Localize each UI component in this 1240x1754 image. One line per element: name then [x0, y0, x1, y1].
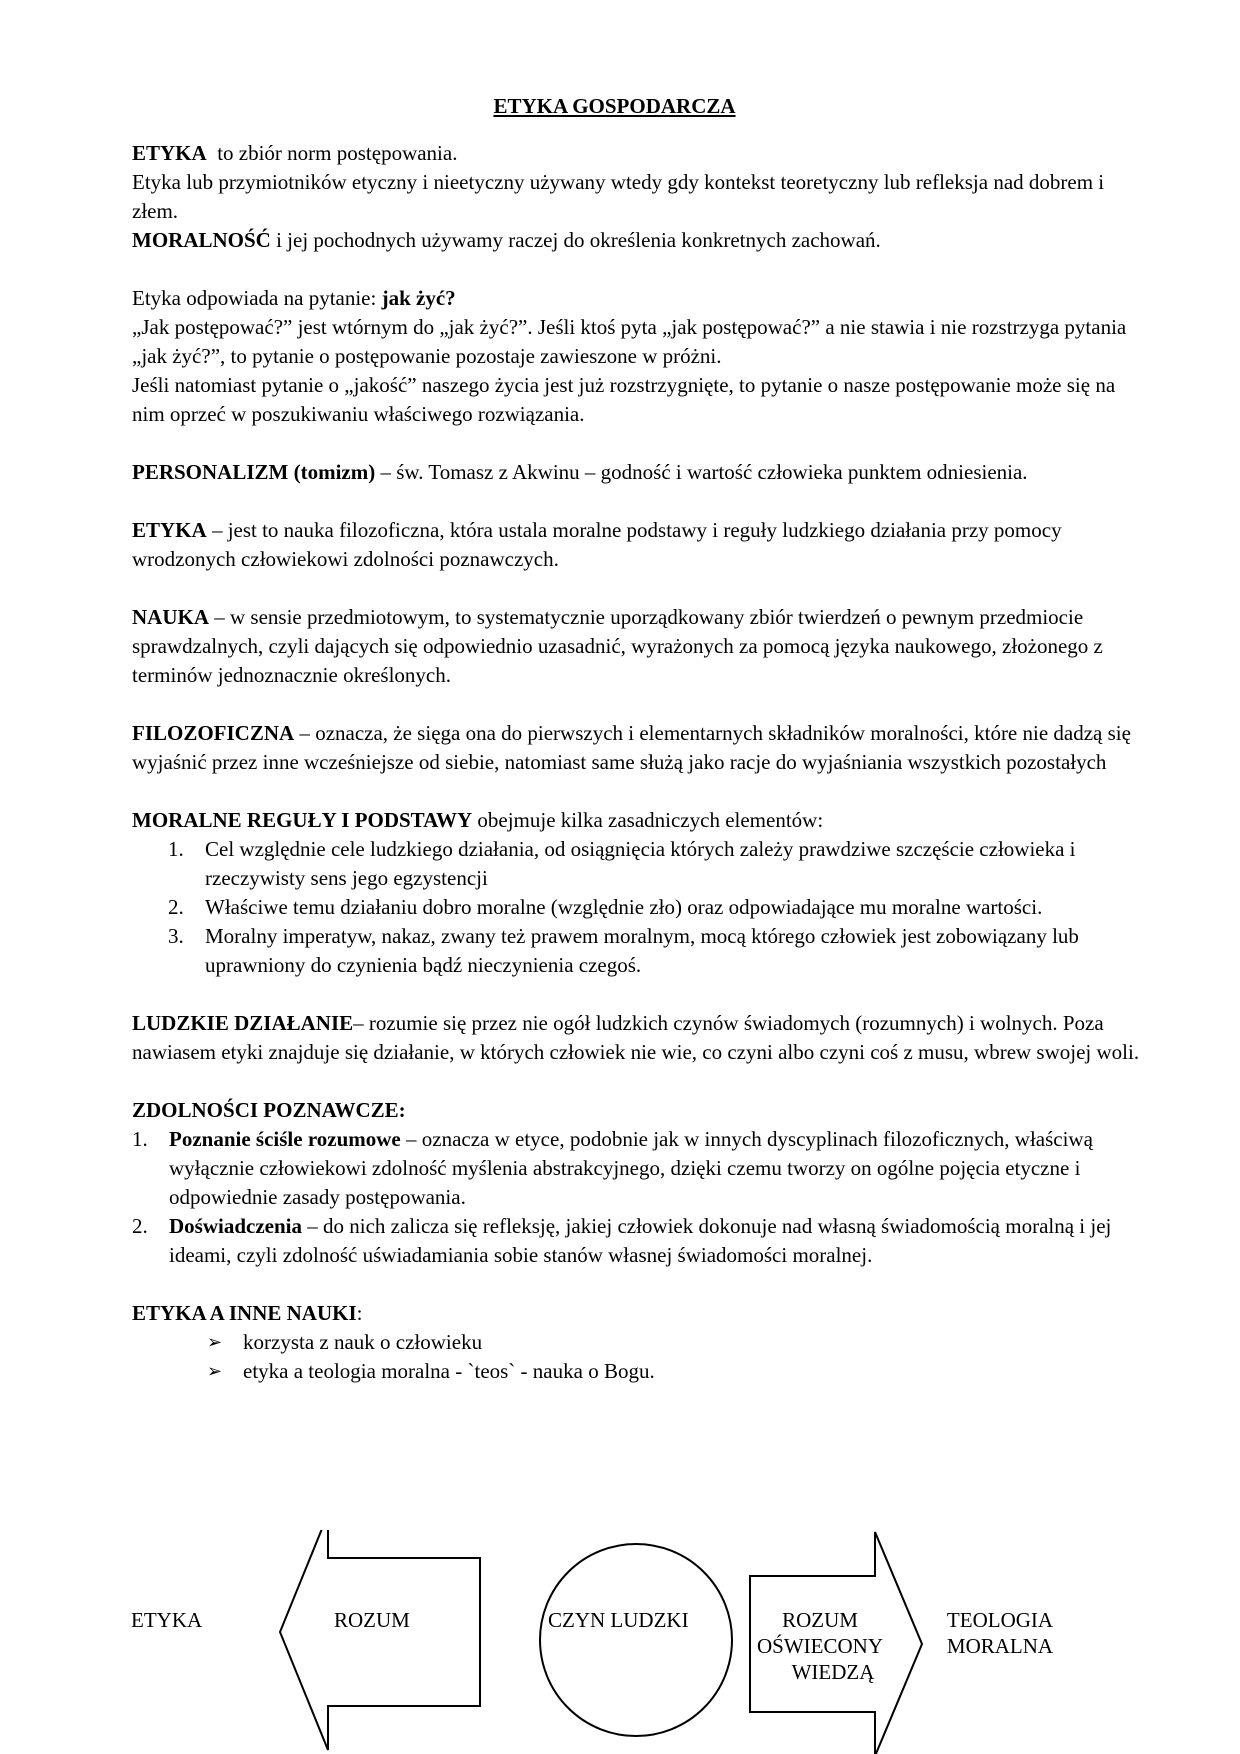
inne-nauki-heading: ETYKA A INNE NAUKI:	[132, 1301, 363, 1325]
list-item: ➢ korzysta z nauk o człowieku	[132, 1328, 1152, 1357]
left-arrow-label: ROZUM	[334, 1608, 410, 1632]
intro-definition: ETYKA to zbiór norm postępowania.	[132, 141, 458, 165]
page-title: ETYKA GOSPODARCZA	[493, 94, 736, 118]
question-line: Etyka odpowiada na pytanie: jak żyć?	[132, 286, 456, 310]
question-paragraph-2: Jeśli natomiast pytanie o „jakość” naszego życia jest już rozstrzygnięte, to pytanie o nasze postępowanie może się na nim oprzeć w poszukiwaniu właściwego rozwiązania.	[132, 373, 1116, 426]
zdolnosci-heading: ZDOLNOŚCI POZNAWCZE:	[132, 1098, 406, 1122]
reguly-heading: MORALNE REGUŁY I PODSTAWY obejmuje kilka zasadniczych elementów:	[132, 808, 824, 832]
term-personalizm: PERSONALIZM (tomizm)	[132, 460, 376, 484]
zdolnosci-list	[132, 1125, 1152, 1270]
nauka-definition: NAUKA – w sensie przedmiotowym, to systematycznie uporządkowany zbiór twierdzeń o pewnym przedmiocie sprawdzalnych, czyli dających się odpowiednio uzasadnić, wyrażonych za pomocą języka naukowego, złożonego z terminów jednoznacznie określonych.	[132, 605, 1103, 687]
term-moralnosc: MORALNOŚĆ	[132, 228, 271, 252]
list-item: 3. Moralny imperatyw, nakaz, zwany też prawem moralnym, mocą którego człowiek jest zobowiązany lub uprawniony do czynienia bądź nieczynienia czegoś.	[168, 924, 1079, 977]
question-paragraph-1: „Jak postępować?” jest wtórnym do „jak żyć?”. Jeśli ktoś pyta „jak postępować?” a nie stawia i nie rozstrzyga pytania „jak żyć?”, to pytanie o postępowanie pozostaje zawieszone w próżni.	[132, 315, 1127, 368]
list-item: 2. Właściwe temu działaniu dobro moralne (względnie zło) oraz odpowiadające mu moralne wartości.	[168, 895, 1043, 919]
term-filozoficzna: FILOZOFICZNA	[132, 721, 295, 745]
intro-line: Etyka lub przymiotników etyczny i nieetyczny używany wtedy gdy kontekst teoretyczny lub refleksja nad dobrem i złem.	[132, 170, 1105, 223]
arrow-bullet-icon: ➢	[207, 1332, 223, 1352]
diagram-label-teologia: TEOLOGIA MORALNA	[946, 1608, 1054, 1658]
list-item: 1. Cel względnie cele ludzkiego działania, od osiągnięcia których zależy prawdziwe szczęście człowieka i rzeczywisty sens jego egzystencji	[168, 837, 1076, 890]
reguly-list	[132, 835, 1152, 980]
dzialanie-definition: LUDZKIE DZIAŁANIE– rozumie się przez nie ogół ludzkich czynów świadomych (rozumnych) i wolnych. Poza nawiasem etyki znajduje się działanie, w których człowiek nie wie, co czyni albo czyni coś z musu, wbrew swojej woli.	[132, 1011, 1140, 1064]
term-dzialanie: LUDZKIE DZIAŁANIE	[132, 1011, 354, 1035]
personalizm-definition: PERSONALIZM (tomizm) – św. Tomasz z Akwinu – godność i wartość człowieka punktem odniesienia.	[132, 460, 1028, 484]
list-item: ➢ etyka a teologia moralna - `teos` - nauka o Bogu.	[132, 1357, 1152, 1386]
term-nauka: NAUKA	[132, 605, 209, 629]
diagram	[0, 1530, 1240, 1754]
list-item: 2. Doświadczenia – do nich zalicza się refleksję, jakiej człowiek dokonuje nad własną świadomością moralną i jej ideami, czyli zdolność uświadamiania sobie stanów własnej świadomości moralnej.	[132, 1214, 1112, 1267]
term-etyka: ETYKA	[132, 141, 207, 165]
inne-nauki-list	[132, 1328, 1152, 1386]
circle-label: CZYN LUDZKI	[548, 1608, 689, 1632]
arrow-bullet-icon: ➢	[207, 1361, 223, 1381]
term-etyka-2: ETYKA	[132, 518, 207, 542]
question-bold: jak żyć?	[381, 286, 456, 310]
left-arrow-shape	[280, 1530, 480, 1750]
etyka-definition: ETYKA – jest to nauka filozoficzna, która ustala moralne podstawy i reguły ludzkiego działania przy pomocy wrodzonych człowiekowi zdolności poznawczych.	[132, 518, 1062, 571]
circle-shape	[540, 1544, 732, 1736]
moralnosc-definition: MORALNOŚĆ i jej pochodnych używamy raczej do określenia konkretnych zachowań.	[132, 228, 881, 252]
list-item: 1. Poznanie ściśle rozumowe – oznacza w etyce, podobnie jak w innych dyscyplinach filozoficznych, właściwą wyłącznie człowiekowi zdolność myślenia abstrakcyjnego, dzięki czemu tworzy on ogólne pojęcia etyczne i odpowiednie zasady postępowania.	[132, 1127, 1093, 1209]
right-arrow-label: ROZUM OŚWIECONY WIEDZĄ	[757, 1608, 883, 1684]
diagram-label-etyka: ETYKA	[131, 1608, 203, 1632]
document-page	[132, 92, 1152, 1386]
term-reguly: MORALNE REGUŁY I PODSTAWY	[132, 808, 473, 832]
filozoficzna-definition: FILOZOFICZNA – oznacza, że sięga ona do pierwszych i elementarnych składników moralności, które nie dadzą się wyjaśnić przez inne wcześniejsze od siebie, natomiast same służą jako racje do wyjaśniania wszystkich pozostałych	[132, 721, 1131, 774]
